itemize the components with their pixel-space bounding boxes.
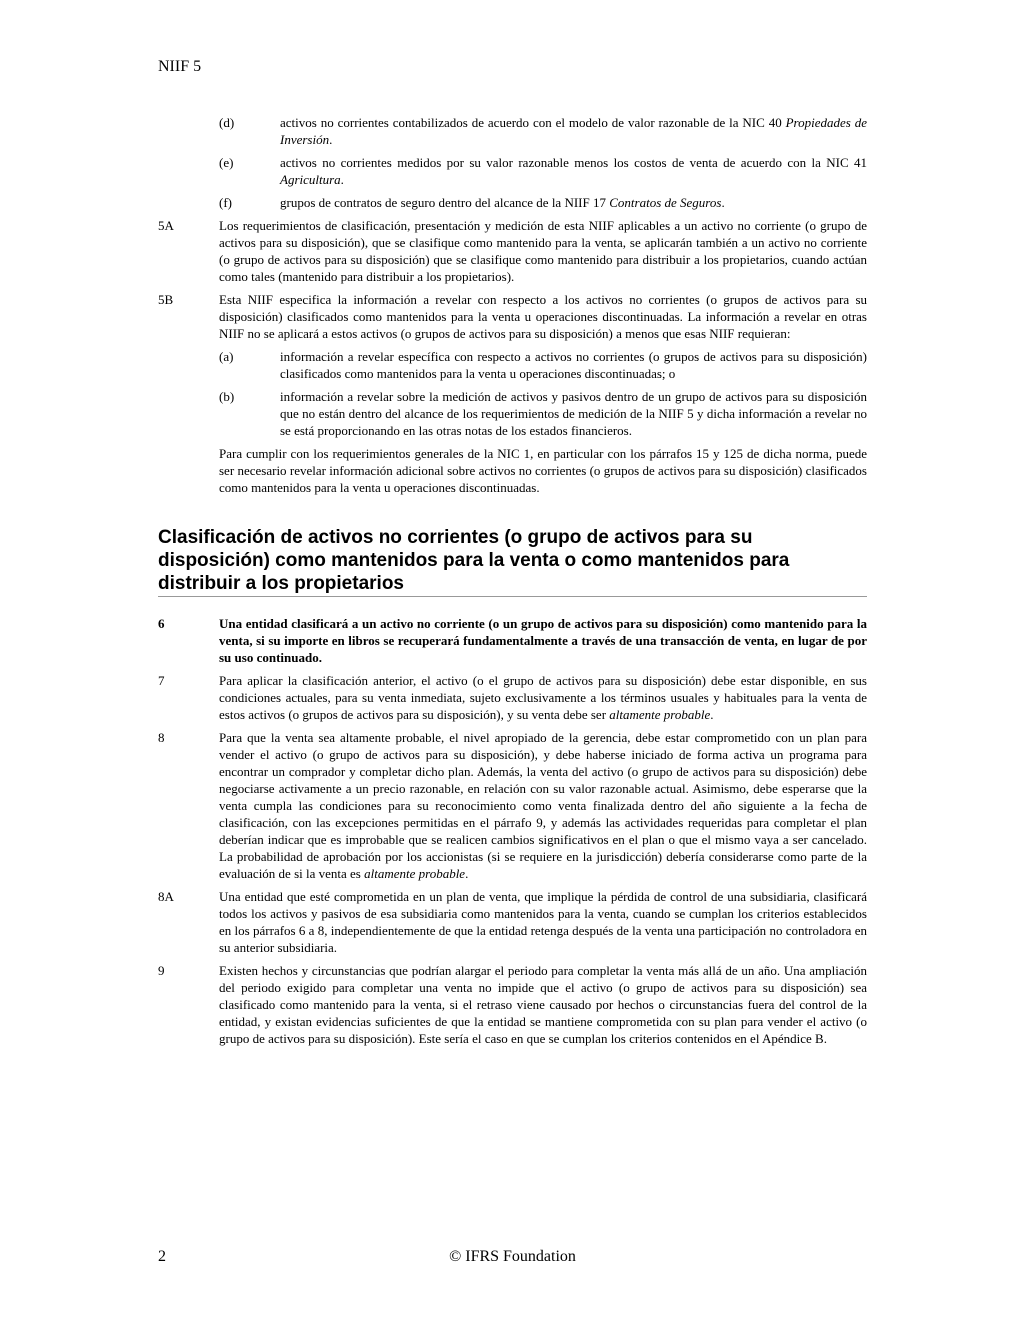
paragraph-text: Los requerimientos de clasificación, presentación y medición de esta NIIF aplicables a un activo no corriente (o grupo de activos para su disposición), que se clasifique como mantenido para la venta, se aplicarán también a un activo no corriente (o grupo de activos para su disposición) que se clasifique como mantenido para distribuir a los propietarios, cuando actúan como tales (mantenido para distribuir a los propietarios).: [219, 218, 867, 284]
list-item-b: [219, 388, 867, 439]
page-footer: [158, 1248, 867, 1268]
item-label: (a): [219, 349, 234, 364]
paragraph-5B: [158, 291, 867, 342]
document-body: [158, 114, 867, 1053]
paragraph-number: 9: [158, 963, 165, 978]
item-text: información a revelar sobre la medición de activos y pasivos dentro de un grupo de activos para su disposición que no están dentro del alcance de los requerimientos de medición de la NIIF 5 y dicha información a revelar no se está proporcionando en las otras notas de los estados financieros.: [280, 389, 867, 438]
paragraph-6: [158, 615, 867, 666]
paragraph-text: Esta NIIF especifica la información a revelar con respecto a los activos no corrientes (o grupos de activos para su disposición) clasificados como mantenidos para la venta u operaciones discontinuadas. La información a revelar en otras NIIF no se aplicará a estos activos (o grupos de activos para su disposición) a menos que esas NIIF requieran:: [219, 292, 867, 341]
list-item-d: [219, 114, 867, 148]
paragraph-text: Para que la venta sea altamente probable, el nivel apropiado de la gerencia, debe estar comprometido con un plan para vender el activo (o grupo de activos para su disposición), y debe haberse iniciado de forma activa un programa para encontrar un comprador y completar dicho plan. Además, la venta del activo (o grupo de activos para su disposición) debe negociarse activamente a un precio razonable, en relación con su valor razonable actual. Asimismo, debe esperarse que la venta cumpla las condiciones para su reconocimiento como venta finalizada dentro del año siguiente a la fecha de clasificación, con las excepciones permitidas en el párrafo 9, y además las actividades requeridas para completar el plan deberían indicar que es improbable que se realicen cambios significativos en el plan o que el mismo vaya a ser cancelado. La probabilidad de aprobación por los accionistas (si se requiere en la jurisdicción) debería considerarse como parte de la evaluación de si la venta es altamente probable.: [219, 730, 867, 881]
copyright-notice: © IFRS Foundation: [449, 1248, 576, 1265]
item-text: activos no corrientes contabilizados de acuerdo con el modelo de valor razonable de la NIC 40 Propiedades de Inversión.: [280, 115, 868, 147]
item-text: información a revelar específica con respecto a activos no corrientes (o grupos de activos para su disposición) clasificados como mantenidos para la venta u operaciones discontinuadas; o: [280, 349, 867, 381]
paragraph-text: Una entidad clasificará a un activo no corriente (o un grupo de activos para su disposición) como mantenido para la venta, si su importe en libros se recuperará fundamentalmente a través de una transacción de venta, en lugar de por su uso continuado.: [219, 616, 867, 665]
paragraph-number: 5A: [158, 218, 174, 233]
paragraph-8A: [158, 888, 867, 956]
list-item-f: [219, 194, 867, 211]
paragraph-5B-continuation: Para cumplir con los requerimientos generales de la NIC 1, en particular con los párrafos 15 y 125 de dicha norma, puede ser necesario revelar información adicional sobre activos no corrientes (o grupos de activos para su disposición) clasificados como mantenidos para la venta u operaciones discontinuadas.: [219, 446, 867, 495]
page-number: 2: [158, 1248, 166, 1265]
list-item-a: [219, 348, 867, 382]
paragraph-number: 8: [158, 730, 165, 745]
item-text: grupos de contratos de seguro dentro del alcance de la NIIF 17 Contratos de Seguros.: [280, 195, 725, 210]
paragraph-text: Existen hechos y circunstancias que podrían alargar el periodo para completar la venta más allá de un año. Una ampliación del periodo exigido para completar una venta no impide que el activo (o grupo de activos para su disposición) sea clasificado como mantenido para la venta, si el retraso viene causado por hechos o circunstancias fuera del control de la entidad, y existan evidencias suficientes de que la entidad se mantiene comprometida con su plan para vender el activo (o grupo de activos para su disposición). Este sería el caso en que se cumplan los criterios contenidos en el Apéndice B.: [219, 963, 867, 1046]
list-item-e: [219, 154, 867, 188]
item-label: (d): [219, 115, 235, 130]
paragraph-text: Para aplicar la clasificación anterior, el activo (o el grupo de activos para su disposición) debe estar disponible, en sus condiciones actuales, para su venta inmediata, sujeto exclusivamente a los términos usuales y habituales para la venta de estos activos (o grupos de activos para su disposición), y su venta debe ser altamente probable.: [219, 673, 867, 722]
item-label: (b): [219, 389, 235, 404]
item-label: (e): [219, 155, 234, 170]
paragraph-5A: [158, 217, 867, 285]
item-text: activos no corrientes medidos por su valor razonable menos los costos de venta de acuerdo con la NIC 41 Agricultura.: [280, 155, 867, 187]
paragraph-text: Una entidad que esté comprometida en un plan de venta, que implique la pérdida de control de una subsidiaria, clasificará todos los activos y pasivos de esa subsidiaria como mantenidos para la venta, cuando se cumplan los criterios establecidos en los párrafos 6 a 8, independientemente de que la entidad retenga después de la venta una participación no controladora en su anterior subsidiaria.: [219, 889, 867, 955]
page-header-doc-code: NIIF 5: [158, 58, 202, 75]
section-heading: Clasificación de activos no corrientes (o grupo de activos para su disposición) como mantenidos para la venta o como mantenidos para distribuir a los propietarios: [158, 526, 867, 597]
paragraph-number: 5B: [158, 292, 174, 307]
paragraph-9: [158, 962, 867, 1047]
paragraph-number: 6: [158, 616, 165, 631]
item-label: (f): [219, 195, 232, 210]
paragraph-7: [158, 672, 867, 723]
paragraph-8: [158, 729, 867, 882]
paragraph-number: 8A: [158, 889, 174, 904]
paragraph-number: 7: [158, 673, 165, 688]
